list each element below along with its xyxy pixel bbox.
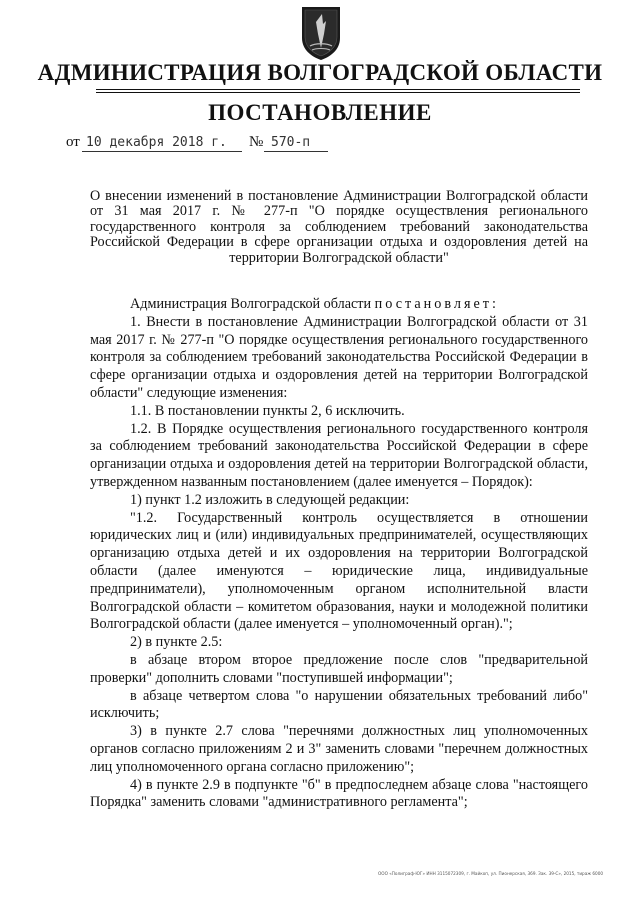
header-rule-top [96,89,580,90]
paragraph-1-2: 1.2. В Порядке осуществления регионального государственного контроля за соблюдением требований законодательства Российской Федерации в сфере организации отдыха и оздоровления детей на территории Волгоградской области, утвержденном названным постановлением (далее именуется – Порядок): [90,420,588,490]
date-prefix: от [66,134,80,150]
item-2-b: в абзаце четвертом слова "о нарушении обязательных требований либо" исключить; [90,687,588,722]
item-2-a: в абзаце втором второе предложение после слов "предварительной проверки" дополнить словами "поступившей информации"; [90,651,588,686]
document-number: 570-п [271,135,311,150]
item-4: 4) в пункте 2.9 в подпункте "б" в предпоследнем абзаце слова "настоящего Порядка" заменить словами "административного регламента"; [90,776,588,811]
item-3: 3) в пункте 2.7 слова "перечнями должностных лиц уполномоченных органов согласно приложениям 2 и 3" заменить словами "перечнем должностных лиц уполномоченного органа согласно приложению"; [90,723,588,775]
paragraph-1-1: 1.1. В постановлении пункты 2, 6 исключить. [130,402,405,419]
paragraph-1: 1. Внести в постановление Администрации Волгоградской области от 31 мая 2017 г. № 277-п "О порядке осуществления регионального государственного контроля за соблюдением требований законодательства Российской Федерации в сфере организации отдыха и оздоровления детей на территории Волгоградской области" следующие изменения: [90,313,588,401]
coat-of-arms-icon [298,4,344,62]
item-2: 2) в пункте 2.5: [130,634,223,651]
print-footer: ООО «Полиграф-ЮГ» ИНН 3115072309, г. Майкоп, ул. Пионерская, 369. Зак. 39-С», 2015, тираж 6000 [378,871,604,876]
document-subject: О внесении изменений в постановление Администрации Волгоградской области от 31 мая 2017 г. № 277-п "О порядке осуществления регионального государственного контроля за соблюдением требований законодательства Российской Федерации в сфере организации отдыха и оздоровления детей на территории Волгоградской области" [90,188,588,266]
item-1: 1) пункт 1.2 изложить в следующей редакции: [130,491,410,508]
organization-title: АДМИНИСТРАЦИЯ ВОЛГОГРАДСКОЙ ОБЛАСТИ [37,60,603,85]
intro-paragraph [90,296,588,314]
intro-verb: постановляет: [374,296,499,312]
number-underline [264,151,328,152]
number-prefix: № [249,134,264,150]
header-rule-bottom [96,92,580,93]
document-date: 10 декабря 2018 г. [86,135,227,150]
document-body [90,296,588,812]
date-underline [82,151,242,152]
document-type-title: ПОСТАНОВЛЕНИЕ [208,100,432,125]
item-1-quote: "1.2. Государственный контроль осуществляется в отношении юридических лиц и (или) индивидуальных предпринимателей, осуществляющих организацию отдыха детей и их оздоровления на территории Волгоградской области (далее именуются – юридические лица, индивидуальные предприниматели), уполномоченным органом исполнительной власти Волгоградской области – комитетом образования, науки и молодежной политики Волгоградской области (далее именуется – уполномоченный орган)."; [90,509,588,633]
intro-organization: Администрация Волгоградской области [130,296,372,312]
